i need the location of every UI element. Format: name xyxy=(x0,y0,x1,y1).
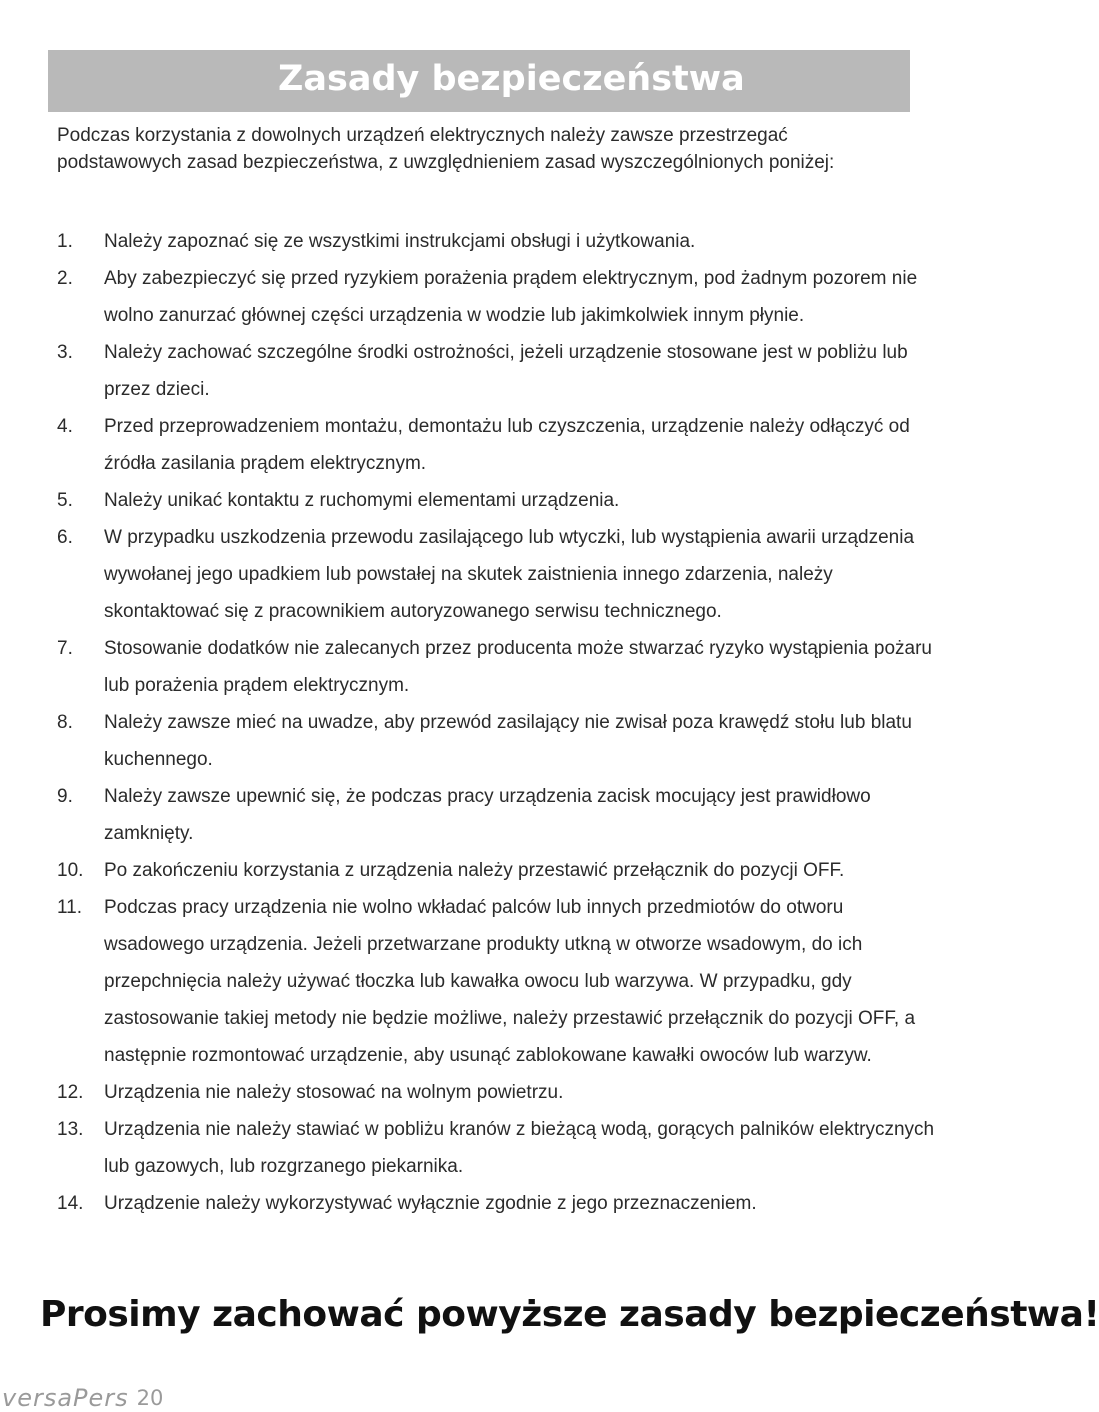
rule-text: Aby zabezpieczyć się przed ryzykiem porażenia prądem elektrycznym, pod żadnym pozorem nie wolno zanurzać głównej części urządzenia w wodzie lub jakimkolwiek innym płynie. xyxy=(104,268,918,326)
rule-text: Należy zawsze upewnić się, że podczas pracy urządzenia zacisk mocujący jest prawidłowo zamknięty. xyxy=(104,786,871,844)
rule-number: 4. xyxy=(57,416,73,437)
rule-text: Po zakończeniu korzystania z urządzenia należy przestawić przełącznik do pozycji OFF. xyxy=(104,860,845,881)
rule-number: 9. xyxy=(57,786,73,807)
list-item xyxy=(57,889,937,1074)
list-item xyxy=(57,334,937,408)
list-item xyxy=(57,630,937,704)
list-item xyxy=(57,482,937,519)
rule-number: 2. xyxy=(57,268,73,289)
list-item xyxy=(57,408,937,482)
closing-statement: Prosimy zachować powyższe zasady bezpieczeństwa! xyxy=(40,1294,1099,1335)
list-item xyxy=(57,223,937,260)
brand-logo: versaPers xyxy=(2,1384,129,1412)
rule-number: 3. xyxy=(57,342,73,363)
rule-text: Stosowanie dodatków nie zalecanych przez producenta może stwarzać ryzyko wystąpienia pożaru lub porażenia prądem elektrycznym. xyxy=(104,638,932,696)
list-item xyxy=(57,1074,937,1111)
rule-number: 13. xyxy=(57,1119,84,1140)
rule-number: 11. xyxy=(57,897,83,918)
safety-rules-list xyxy=(57,223,937,1222)
rule-text: Urządzenia nie należy stosować na wolnym powietrzu. xyxy=(104,1082,564,1103)
rule-number: 8. xyxy=(57,712,73,733)
rule-number: 6. xyxy=(57,527,73,548)
rule-text: Należy zachować szczególne środki ostrożności, jeżeli urządzenie stosowane jest w pobliżu lub przez dzieci. xyxy=(104,342,908,400)
list-item xyxy=(57,852,937,889)
rule-text: Przed przeprowadzeniem montażu, demontażu lub czyszczenia, urządzenie należy odłączyć od źródła zasilania prądem elektrycznym. xyxy=(104,416,910,474)
rule-text: Podczas pracy urządzenia nie wolno wkładać palców lub innych przedmiotów do otworu wsadowego urządzenia. Jeżeli przetwarzane produkty utkną w otworze wsadowym, do ich przepchnięcia należy używać tłoczka lub kawałka owocu lub warzywa. W przypadku, gdy zastosowanie takiej metody nie będzie możliwe, należy przestawić przełącznik do pozycji OFF, a następnie rozmontować urządzenie, aby usunąć zablokowane kawałki owoców lub warzyw. xyxy=(104,897,916,1066)
list-item xyxy=(57,519,937,630)
rule-number: 12. xyxy=(57,1082,84,1103)
list-item xyxy=(57,260,937,334)
rule-number: 10. xyxy=(57,860,84,881)
rule-text: Należy zawsze mieć na uwadze, aby przewód zasilający nie zwisał poza krawędź stołu lub blatu kuchennego. xyxy=(104,712,912,770)
rule-text: Należy unikać kontaktu z ruchomymi elementami urządzenia. xyxy=(104,490,620,511)
rule-number: 5. xyxy=(57,490,73,511)
list-item xyxy=(57,1185,937,1222)
rule-number: 14. xyxy=(57,1193,84,1214)
rule-text: W przypadku uszkodzenia przewodu zasilającego lub wtyczki, lub wystąpienia awarii urządzenia wywołanej jego upadkiem lub powstałej na skutek zaistnienia innego zdarzenia, należy skontaktować się z pracownikiem autoryzowanego serwisu technicznego. xyxy=(104,527,915,622)
rule-number: 7. xyxy=(57,638,73,659)
title-banner xyxy=(48,50,910,112)
rule-text: Urządzenia nie należy stawiać w pobliżu kranów z bieżącą wodą, gorących palników elektrycznych lub gazowych, lub rozgrzanego piekarnika. xyxy=(104,1119,935,1177)
rule-number: 1. xyxy=(57,231,73,252)
rule-text: Należy zapoznać się ze wszystkimi instrukcjami obsługi i użytkowania. xyxy=(104,231,696,252)
footer xyxy=(2,1384,163,1412)
intro-paragraph: Podczas korzystania z dowolnych urządzeń elektrycznych należy zawsze przestrzegać podstawowych zasad bezpieczeństwa, z uwzględnieniem zasad wyszczególnionych poniżej: xyxy=(57,125,835,173)
list-item xyxy=(57,778,937,852)
list-item xyxy=(57,1111,937,1185)
page-number: 20 xyxy=(136,1386,164,1410)
page-title: Zasady bezpieczeństwa xyxy=(278,59,745,99)
list-item xyxy=(57,704,937,778)
rule-text: Urządzenie należy wykorzystywać wyłącznie zgodnie z jego przeznaczeniem. xyxy=(104,1193,757,1214)
